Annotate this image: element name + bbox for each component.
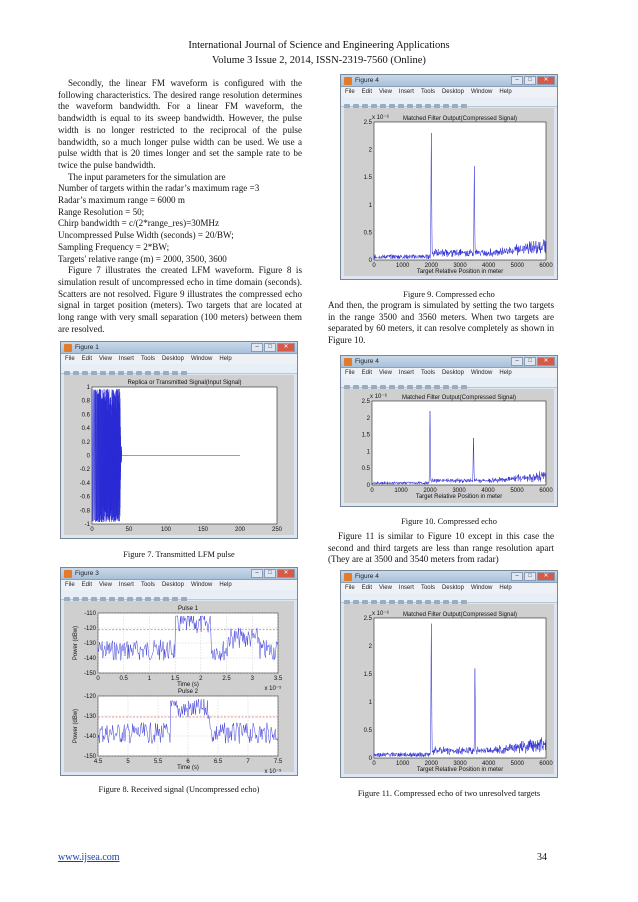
menu-item-edit[interactable]: Edit xyxy=(81,582,93,588)
plot-title: Matched Filter Output(Compressed Signal) xyxy=(402,116,518,122)
paragraph-lfm-config: Secondly, the linear FM waveform is configured with the following characteristics. The desired range resolution determines the waveform bandwidth. For a linear FM waveform, the bandwidth is equal to its sweep bandwidth. However, the pulse width is no longer restricted to the reciprocal of the pulse bandwidth, so a much longer pulse width can be used. We use a pulse width that is 20 times longer and set the sample rate to be twice the pulse bandwidth. xyxy=(58,78,302,170)
menu-item-insert[interactable]: Insert xyxy=(118,582,134,588)
param-line: Radar’s maximum range = 6000 m xyxy=(58,195,185,206)
x-tick-label: 4.5 xyxy=(93,759,103,765)
close-button[interactable]: ✕ xyxy=(277,569,295,578)
menu-item-view[interactable]: View xyxy=(99,582,112,588)
y-tick-label: 0.5 xyxy=(363,728,372,734)
menu-item-edit[interactable]: Edit xyxy=(361,585,373,591)
x-tick-label: 4000 xyxy=(481,263,496,269)
page-number: 34 xyxy=(537,852,547,863)
window-title: Figure 4 xyxy=(355,77,379,84)
x-tick-label: 6000 xyxy=(539,263,553,269)
figure-canvas xyxy=(344,389,554,503)
x-tick-label: 50 xyxy=(125,527,133,533)
x-tick-label: 6 xyxy=(186,759,190,765)
param-line: Sampling Frequency = 2*BW; xyxy=(58,241,170,252)
matlab-icon xyxy=(344,358,352,366)
figure9-caption: Figure 9. Compressed echo xyxy=(403,290,495,299)
menu-item-desktop[interactable]: Desktop xyxy=(441,585,464,591)
param-line: Number of targets within the radar’s maximum rage =3 xyxy=(58,183,260,194)
matlab-icon xyxy=(344,573,352,581)
paragraph-input-params: The input parameters for the simulation are xyxy=(68,171,226,182)
y-tick-label: 0 xyxy=(86,453,90,460)
journal-link[interactable]: www.ijsea.com xyxy=(58,852,120,863)
figure11-caption: Figure 11. Compressed echo of two unresolved targets xyxy=(357,789,541,798)
x-axis-label: Target Relative Position in meter xyxy=(416,269,504,275)
figure8-window xyxy=(60,567,298,776)
window-title: Figure 4 xyxy=(355,358,379,365)
toolbar xyxy=(61,364,297,374)
maximize-button[interactable]: □ xyxy=(264,569,276,578)
close-button[interactable]: ✕ xyxy=(277,343,295,352)
menu-item-window[interactable]: Window xyxy=(470,585,493,591)
menu-item-tools[interactable]: Tools xyxy=(420,585,435,591)
menu-item-tools[interactable]: Tools xyxy=(420,370,435,376)
subplot-title: Pulse 2 xyxy=(177,689,199,695)
subplot-title: Pulse 1 xyxy=(177,606,199,612)
menu-item-desktop[interactable]: Desktop xyxy=(161,356,184,362)
window-title: Figure 3 xyxy=(75,570,99,577)
menu-item-help[interactable]: Help xyxy=(499,89,512,95)
menu-item-window[interactable]: Window xyxy=(470,89,493,95)
y-tick-label: -110 xyxy=(84,611,96,617)
x-tick-label: 7.5 xyxy=(273,759,283,765)
y-tick-label: -130 xyxy=(83,641,96,647)
menu-item-insert[interactable]: Insert xyxy=(398,89,414,95)
figure8-caption: Figure 8. Received signal (Uncompressed echo) xyxy=(98,785,260,794)
menu-item-tools[interactable]: Tools xyxy=(420,89,435,95)
menu-item-desktop[interactable]: Desktop xyxy=(441,370,464,376)
x-tick-label: 2000 xyxy=(424,263,439,269)
menu-item-window[interactable]: Window xyxy=(470,370,493,376)
x-tick-label: 3000 xyxy=(453,263,467,269)
y-tick-label: 1 xyxy=(368,202,372,209)
x-tick-label: 200 xyxy=(234,527,246,533)
y-tick-label: 0 xyxy=(368,258,372,264)
y-tick-label: 2 xyxy=(366,415,370,422)
paragraph-two-targets: And then, the program is simulated by setting the two targets in the range 3500 and 3560 meters. When two targets are separated by 60 meters, it can resolve completely as shown in Figure 10. xyxy=(328,300,554,346)
x-axis-label: Target Relative Position in meter xyxy=(416,767,504,773)
x-tick-label: 1000 xyxy=(395,761,410,767)
x-tick-label: 1 xyxy=(147,676,152,682)
y-tick-label: 0.2 xyxy=(81,439,90,446)
y-tick-label: -140 xyxy=(83,734,96,740)
figure7-plot xyxy=(64,375,294,537)
x-tick-label: 5000 xyxy=(510,263,525,269)
x-axis-label: Time (s) xyxy=(177,765,199,771)
fig9-plot xyxy=(344,108,554,278)
plot-title: Replica or Transmitted Signal(Input Signal) xyxy=(127,380,242,386)
x-exponent: x 10⁻⁵ xyxy=(264,769,282,774)
figure-canvas xyxy=(344,108,554,276)
y-tick-label: 0.5 xyxy=(361,466,370,473)
x-tick-label: 0 xyxy=(96,676,100,682)
menu-item-file[interactable]: File xyxy=(345,585,355,591)
menu-item-tools[interactable]: Tools xyxy=(140,582,155,588)
param-line: Chirp bandwidth = c/(2*range_res)=30MHz xyxy=(58,218,220,229)
x-tick-label: 2 xyxy=(199,676,203,682)
x-tick-label: 4000 xyxy=(481,761,496,767)
y-tick-label: -120 xyxy=(83,626,96,632)
y-tick-label: -140 xyxy=(83,656,96,662)
y-tick-label: -120 xyxy=(83,694,96,700)
menu-item-insert[interactable]: Insert xyxy=(398,370,414,376)
x-tick-label: 5.5 xyxy=(153,759,163,765)
y-tick-label: -150 xyxy=(83,754,96,760)
y-tick-label: 2.5 xyxy=(363,120,372,126)
y-tick-label: 1.5 xyxy=(361,432,370,439)
x-tick-label: 150 xyxy=(197,527,209,533)
footer-url[interactable] xyxy=(58,852,120,863)
y-tick-label: -130 xyxy=(83,714,96,720)
menu-bar xyxy=(341,87,557,97)
plot-axes xyxy=(374,122,546,260)
x-tick-label: 6000 xyxy=(539,488,553,494)
window-titlebar[interactable] xyxy=(61,342,297,354)
menu-item-help[interactable]: Help xyxy=(219,582,232,588)
menu-item-help[interactable]: Help xyxy=(499,370,512,376)
menu-item-file[interactable]: File xyxy=(65,582,75,588)
plot-axes xyxy=(374,618,546,758)
menu-item-tools[interactable]: Tools xyxy=(140,356,155,362)
left-column-text xyxy=(58,78,302,335)
fig10-plot xyxy=(344,389,554,505)
minimize-button[interactable]: – xyxy=(251,343,263,352)
y-tick-label: -0.8 xyxy=(79,508,90,515)
y-tick-label: 1 xyxy=(368,700,372,706)
toolbar xyxy=(341,593,557,603)
maximize-button[interactable]: □ xyxy=(264,343,276,352)
x-tick-label: 0 xyxy=(90,527,94,533)
x-tick-label: 3000 xyxy=(452,488,466,494)
x-tick-label: 1.5 xyxy=(170,676,180,682)
close-button[interactable]: ✕ xyxy=(537,76,555,85)
figure10-caption: Figure 10. Compressed echo xyxy=(401,517,497,526)
x-tick-label: 3.5 xyxy=(273,676,283,682)
minimize-button[interactable]: – xyxy=(511,76,523,85)
x-tick-label: 250 xyxy=(271,527,283,533)
journal-title: International Journal of Science and Engineering Applications xyxy=(188,40,450,51)
y-exponent: x 10⁻⁶ xyxy=(372,115,389,121)
x-tick-label: 0 xyxy=(370,488,374,494)
menu-bar xyxy=(341,583,557,593)
x-tick-label: 0 xyxy=(372,761,376,767)
minimize-button[interactable]: – xyxy=(251,569,263,578)
x-tick-label: 4000 xyxy=(481,488,495,494)
menu-item-view[interactable]: View xyxy=(379,370,392,376)
window-titlebar[interactable] xyxy=(341,356,557,368)
x-tick-label: 5000 xyxy=(510,761,525,767)
x-tick-label: 5 xyxy=(126,759,130,765)
menu-item-desktop[interactable]: Desktop xyxy=(161,582,184,588)
x-tick-label: 6.5 xyxy=(213,759,223,765)
figure-canvas xyxy=(344,604,554,774)
y-exponent: x 10⁻⁶ xyxy=(370,394,387,400)
figure10-window xyxy=(340,355,558,507)
figure8-plot xyxy=(64,601,294,774)
menu-item-insert[interactable]: Insert xyxy=(398,585,414,591)
plot-title: Matched Filter Output(Compressed Signal) xyxy=(401,395,517,401)
y-axis-label: Power (dBw) xyxy=(73,708,79,744)
menu-item-view[interactable]: View xyxy=(379,585,392,591)
param-line: Uncompressed Pulse Width (seconds) = 20/BW; xyxy=(58,230,234,241)
menu-item-window[interactable]: Window xyxy=(190,356,213,362)
menu-item-window[interactable]: Window xyxy=(190,582,213,588)
y-tick-label: -150 xyxy=(83,671,96,677)
x-tick-label: 1000 xyxy=(394,488,408,494)
figure7-window xyxy=(60,341,298,539)
figure7-caption: Figure 7. Transmitted LFM pulse xyxy=(123,550,235,559)
y-tick-label: -0.2 xyxy=(79,467,90,474)
close-button[interactable]: ✕ xyxy=(537,357,555,366)
menu-item-insert[interactable]: Insert xyxy=(118,356,134,362)
menu-bar xyxy=(61,580,297,590)
param-line: Range Resolution = 50; xyxy=(58,206,145,217)
x-tick-label: 2.5 xyxy=(222,676,231,682)
x-tick-label: 2000 xyxy=(424,761,439,767)
param-line: Targets' relative range (m) = 2000, 3500, 3600 xyxy=(58,253,227,264)
fig11-plot xyxy=(344,604,554,776)
menu-bar xyxy=(61,354,297,364)
figure9-window xyxy=(340,74,558,280)
y-tick-label: 1 xyxy=(86,385,90,391)
plot-title: Matched Filter Output(Compressed Signal) xyxy=(402,612,518,618)
menu-item-help[interactable]: Help xyxy=(219,356,232,362)
window-title: Figure 4 xyxy=(355,573,379,580)
plot-axes xyxy=(372,401,546,485)
y-tick-label: -0.4 xyxy=(79,480,90,487)
x-tick-label: 0 xyxy=(372,263,376,269)
menu-item-edit[interactable]: Edit xyxy=(361,89,373,95)
y-tick-label: 0 xyxy=(368,756,372,762)
y-tick-label: 2.5 xyxy=(361,399,370,405)
x-tick-label: 100 xyxy=(160,527,172,533)
y-tick-label: 1 xyxy=(366,449,370,456)
y-tick-label: 2.5 xyxy=(363,616,372,622)
y-exponent: x 10⁻⁶ xyxy=(372,611,389,617)
menu-item-view[interactable]: View xyxy=(99,356,112,362)
y-tick-label: 0.8 xyxy=(81,398,90,405)
toolbar xyxy=(341,97,557,107)
y-tick-label: 0.5 xyxy=(363,230,372,237)
y-axis-label: Power (dBw) xyxy=(73,625,79,661)
y-tick-label: 2 xyxy=(368,644,372,650)
menu-item-file[interactable]: File xyxy=(65,356,75,362)
menu-item-edit[interactable]: Edit xyxy=(81,356,93,362)
x-tick-label: 7 xyxy=(246,759,250,765)
toolbar xyxy=(61,590,297,600)
x-tick-label: 5000 xyxy=(510,488,524,494)
menu-item-file[interactable]: File xyxy=(345,89,355,95)
menu-item-desktop[interactable]: Desktop xyxy=(441,89,464,95)
menu-item-view[interactable]: View xyxy=(379,89,392,95)
minimize-button[interactable]: – xyxy=(511,572,523,581)
y-tick-label: 2 xyxy=(368,147,372,154)
menu-item-edit[interactable]: Edit xyxy=(361,370,373,376)
window-title: Figure 1 xyxy=(75,344,99,351)
menu-item-help[interactable]: Help xyxy=(499,585,512,591)
maximize-button[interactable]: □ xyxy=(524,76,536,85)
window-titlebar[interactable] xyxy=(61,568,297,580)
x-tick-label: 6000 xyxy=(539,761,553,767)
x-tick-label: 3000 xyxy=(453,761,467,767)
figure11-window xyxy=(340,570,558,778)
minimize-button[interactable]: – xyxy=(511,357,523,366)
x-tick-label: 3 xyxy=(250,676,254,682)
toolbar xyxy=(341,378,557,388)
figure-canvas xyxy=(64,375,294,535)
x-tick-label: 1000 xyxy=(395,263,410,269)
x-tick-label: 0.5 xyxy=(119,676,128,682)
menu-bar xyxy=(341,368,557,378)
matlab-icon xyxy=(344,77,352,85)
menu-item-file[interactable]: File xyxy=(345,370,355,376)
x-axis-label: Target Relative Position in meter xyxy=(415,494,503,500)
window-titlebar[interactable] xyxy=(341,75,557,87)
y-tick-label: 0.4 xyxy=(81,426,90,433)
journal-volume: Volume 3 Issue 2, 2014, ISSN-2319-7560 (Online) xyxy=(212,55,426,66)
matlab-icon xyxy=(64,344,72,352)
paragraph-figures-summary: Figure 7 illustrates the created LFM waveform. Figure 8 is simulation result of uncompressed echo in time domain (seconds). Scatters are not resolved. Figure 9 illustrates the compressed echo signal in target position (meters). Two targets that are located at long range with very small separation (100 meters) between them are resolved. xyxy=(58,265,302,334)
maximize-button[interactable]: □ xyxy=(524,357,536,366)
x-axis-label: Time (s) xyxy=(177,682,199,688)
x-exponent: x 10⁻⁵ xyxy=(264,686,282,692)
y-tick-label: 0.6 xyxy=(81,412,90,419)
y-tick-label: 1.5 xyxy=(363,672,372,678)
figure-canvas xyxy=(64,601,294,772)
paragraph-figure11: Figure 11 is similar to Figure 10 except in this case the second and third targets are less than range resolution apart (They are at 3500 and 3540 meters from radar) xyxy=(328,531,554,565)
matlab-icon xyxy=(64,570,72,578)
y-tick-label: -0.6 xyxy=(79,494,90,501)
maximize-button[interactable]: □ xyxy=(524,572,536,581)
y-tick-label: -1 xyxy=(84,522,90,528)
y-tick-label: 1.5 xyxy=(363,175,372,182)
window-titlebar[interactable] xyxy=(341,571,557,583)
x-tick-label: 2000 xyxy=(423,488,437,494)
close-button[interactable]: ✕ xyxy=(537,572,555,581)
y-tick-label: 0 xyxy=(366,483,370,489)
